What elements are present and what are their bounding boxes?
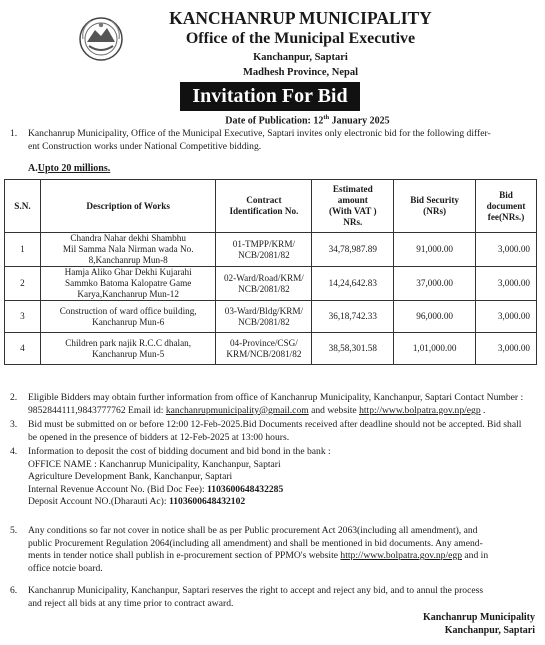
cell-fee: 3,000.00 (476, 333, 537, 365)
header-estimated-amount: Estimated amount (With VAT ) NRs. (312, 180, 394, 233)
cell-sn: 1 (5, 233, 41, 267)
cell-amount: 34,78,987.89 (312, 233, 394, 267)
cell-contract-id: 04-Province/CSG/ KRM/NCB/2081/82 (216, 333, 312, 365)
item-number-1: 1. (10, 128, 18, 139)
header-document-fee: Bid document fee(NRs.) (476, 180, 537, 233)
cell-sn: 4 (5, 333, 41, 365)
cell-fee: 3,000.00 (476, 301, 537, 333)
cell-fee: 3,000.00 (476, 267, 537, 301)
item-number-5: 5. (10, 525, 18, 536)
cell-amount: 38,58,301.58 (312, 333, 394, 365)
item-number-2: 2. (10, 392, 18, 403)
works-table (4, 179, 537, 365)
section-heading: A.Upto 20 millions. (28, 163, 111, 174)
cell-contract-id: 03-Ward/Bldg/KRM/ NCB/2081/82 (216, 301, 312, 333)
rights-paragraph: Kanchanrup Municipality, Kanchanpur, Saptari reserves the right to accept and reject any bid, and to annul the process and reject all bids at any time prior to contract award. (28, 585, 484, 609)
cell-security: 91,000.00 (394, 233, 476, 267)
item-number-4: 4. (10, 446, 18, 457)
signatory-name: Kanchanrup Municipality (423, 612, 535, 623)
cell-description: Chandra Nahar dekhi Shambhu Mil Samma Nala Nirman wada No. 8,Kanchanrup Mun-8 (40, 233, 216, 267)
conditions-paragraph: Any conditions so far not cover in notice shall be as per Public procurement Act 2063(including all amendment), and public Procurement Regulation 2064(including all amendment) and shall be mentioned in bid documents. Any amend- ments in tender notice shall publish in e-procurement section of PPMO's website http://www.bolpatra.gov.np/egp and in office notcie board. (28, 525, 489, 574)
table-row (5, 301, 537, 333)
revenue-account-number: 1103600648432285 (207, 483, 284, 495)
cell-description: Construction of ward office building, Kanchanrup Mun-6 (40, 301, 216, 333)
notice-title-banner: Invitation For Bid (180, 82, 360, 111)
ppmo-website-link[interactable]: http://www.bolpatra.gov.np/egp (340, 550, 462, 562)
municipality-name: KANCHANRUP MUNICIPALITY (169, 8, 432, 28)
cell-sn: 2 (5, 267, 41, 301)
address-line-1: Kanchanpur, Saptari (253, 52, 348, 63)
office-name: Office of the Municipal Executive (185, 30, 416, 47)
cell-fee: 3,000.00 (476, 233, 537, 267)
header-contract-id: Contract Identification No. (216, 180, 312, 233)
cell-sn: 3 (5, 301, 41, 333)
table-header-row (5, 180, 537, 233)
item-number-3: 3. (10, 419, 18, 430)
email-link[interactable]: kanchanrupmunicipality@gmail.com (165, 404, 309, 416)
table-row (5, 267, 537, 301)
website-link[interactable]: http://www.bolpatra.gov.np/egp (359, 404, 481, 416)
header-bid-security: Bid Security (NRs) (394, 180, 476, 233)
cell-security: 1,01,000.00 (394, 333, 476, 365)
table-row (5, 333, 537, 365)
cell-contract-id: 01-TMPP/KRM/ NCB/2081/82 (216, 233, 312, 267)
cell-description: Children park najik R.C.C dhalan, Kanchanrup Mun-5 (40, 333, 216, 365)
header-description: Description of Works (40, 180, 216, 233)
cell-description: Hamja Aliko Ghar Dekhi Kujarahi Sammko Batoma Kalopatre Game Karya,Kanchanrup Mun-12 (40, 267, 216, 301)
deposit-account-number: 1103600648432102 (168, 496, 246, 508)
bank-info-paragraph: Information to deposit the cost of bidding document and bid bond in the bank : OFFICE NAME : Kanchanrup Municipality, Kanchanpur, Saptari Agriculture Development Bank, Kanchanpur, Saptari Internal Revenue Account No. (Bid Doc Fee): 1103600648432285 Deposit Account NO.(Dharauti Ac): 1103600648432102 (28, 446, 331, 508)
table-row (5, 233, 537, 267)
address-line-2: Madhesh Province, Nepal (242, 67, 358, 78)
cell-amount: 36,18,742.33 (312, 301, 394, 333)
letterhead (0, 6, 545, 84)
header-sn: S.N. (5, 180, 41, 233)
cell-security: 96,000.00 (394, 301, 476, 333)
cell-amount: 14,24,642.83 (312, 267, 394, 301)
signatory-address: Kanchanpur, Saptari (444, 625, 535, 636)
deadline-paragraph: Bid must be submitted on or before 12:00 12-Feb-2025.Bid Documents received after deadline should not be accepted. Bid shall be opened in the presence of bidders at 12-Feb-2025 at 13:00 hours. (28, 419, 522, 443)
item-number-6: 6. (10, 585, 18, 596)
intro-paragraph: Kanchanrup Municipality, Office of the Municipal Executive, Saptari invites only electronic bid for the following differ- ent Construction works under National Competitive bidding. (28, 128, 491, 152)
publication-date: Date of Publication: 12th January 2025 (225, 114, 390, 127)
cell-security: 37,000.00 (394, 267, 476, 301)
contact-paragraph: Eligible Bidders may obtain further information from office of Kanchanrup Municipality, Kanchanpur, Saptari Contact Number : 9852844111,9843777762 Email id: kanchanrupmunicipality@gmail.com and website http://www.bolpatra.gov.np/egp . (28, 392, 524, 416)
cell-contract-id: 02-Ward/Road/KRM/ NCB/2081/82 (216, 267, 312, 301)
